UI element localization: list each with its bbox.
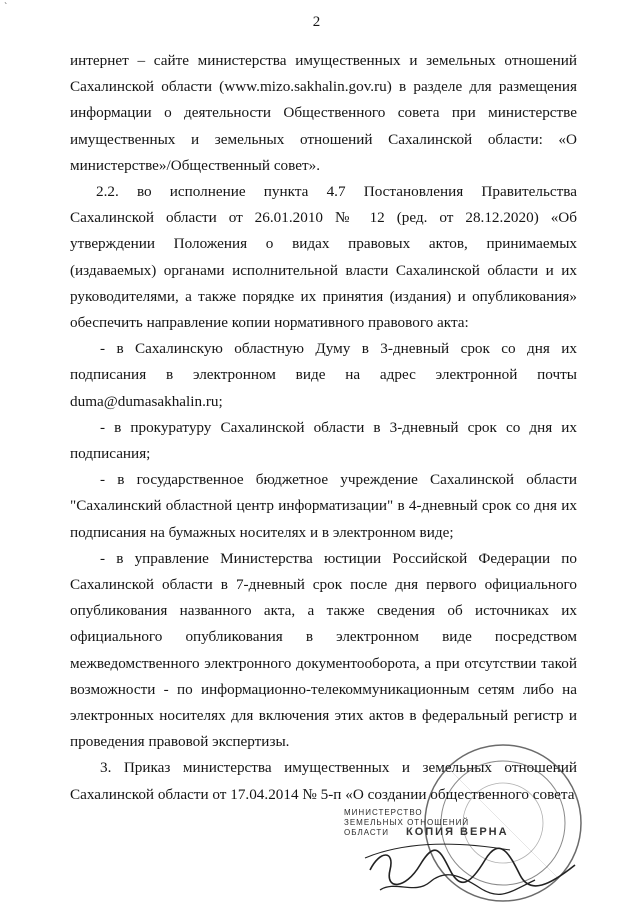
paragraph-2: 2.2. во исполнение пункта 4.7 Постановления Правительства Сахалинской области от 26.01.2010 № 12 (ред. от 28.12.2020) «Об утверждении Положения о видах правовых актов, принимаемых (издаваемых) органами исполнительной власти Сахалинской области и их руководителями, а также порядке их принятия (издания) и опубликования» обеспечить направление копии нормативного правового акта: <box>70 183 577 332</box>
paragraph-3: - в Сахалинскую областную Думу в 3-дневный срок со дня их подписания в электронном виде на адрес электронной почты duma@dumasakhalin.ru; <box>70 340 577 410</box>
paragraph-7: 3. Приказ министерства имущественных и земельных отношений Сахалинской области от 17.04.2014 № 5-п «О создании общественного совета <box>70 759 577 803</box>
paragraph-1: интернет – сайте министерства имущественных и земельных отношений Сахалинской области (www.mizo.sakhalin.gov.ru) в разделе для размещения информации о деятельности Общественного совета при министерстве имущественных и земельных отношений Сахалинской области: «О министерстве»/Общественный совет». <box>70 52 577 174</box>
page-number: 2 <box>312 14 321 30</box>
document-body <box>70 48 577 808</box>
stamp-line-3: ОБЛАСТИ <box>344 828 390 837</box>
copy-verified-mark: КОПИЯ ВЕРНА <box>406 826 509 838</box>
paragraph-6: - в управление Министерства юстиции Российской Федерации по Сахалинской области в 7-дневный срок после дня первого официального опубликования названного акта, а также сведения об источниках их официального опубликования в электронном виде посредством межведомственного электронного документооборота, а при отсутствии такой возможности - по информационно-телекоммуникационным сетям либо на электронных носителях для включения этих актов в федеральный регистр и проведения правовой экспертизы. <box>70 549 577 751</box>
handwritten-signature <box>360 830 590 900</box>
paragraph-5: - в государственное бюджетное учреждение Сахалинской области "Сахалинский областной центр информатизации" в 4-дневный срок со дня их подписания на бумажных носителях и в электронном виде; <box>70 471 577 541</box>
stamp-line-2: ЗЕМЕЛЬНЫХ ОТНОШЕНИЙ <box>344 818 470 827</box>
corner-mark: ` <box>4 2 8 13</box>
paragraph-4: - в прокуратуру Сахалинской области в 3-дневный срок со дня их подписания; <box>70 418 577 463</box>
stamp-line-1: МИНИСТЕРСТВО <box>344 808 423 817</box>
